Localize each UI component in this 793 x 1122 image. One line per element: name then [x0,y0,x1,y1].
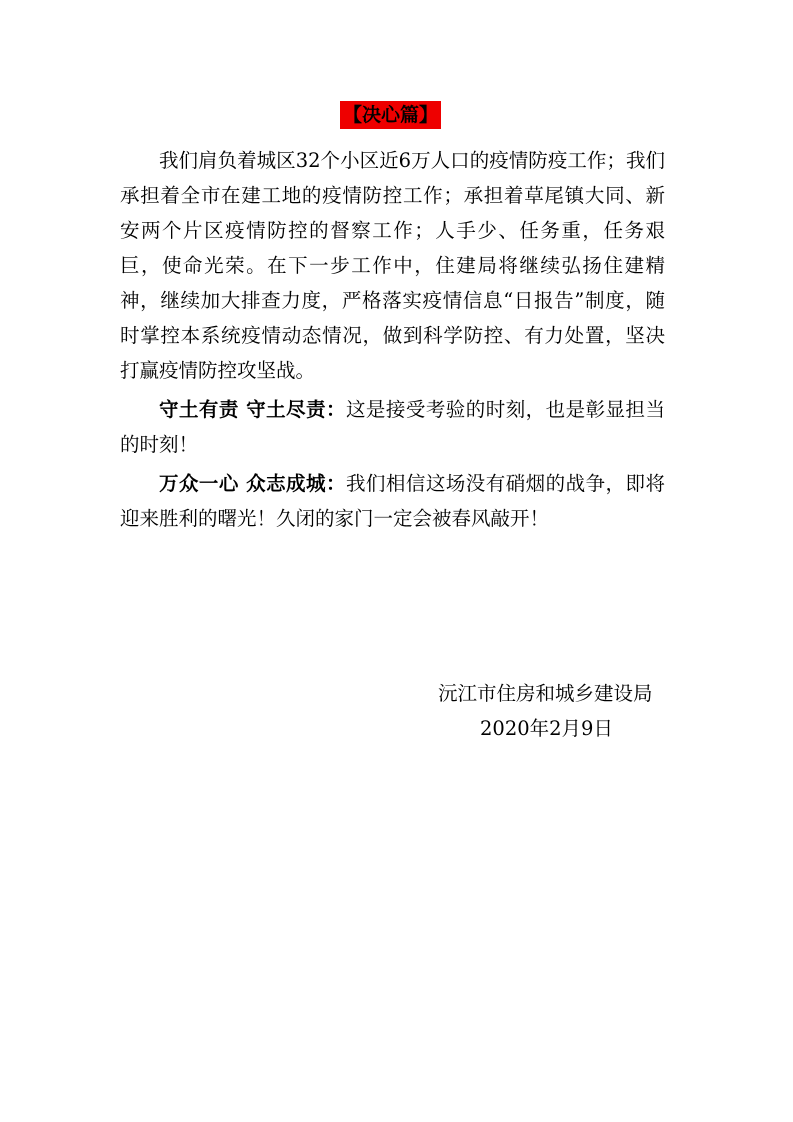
section-heading: 【决心篇】 [340,101,441,129]
signature-date: 2020年2月9日 [480,717,613,740]
signature-block [420,676,680,746]
paragraph-duty-text: 这是接受考验的时刻，也是彰显担当的时刻！ [120,398,665,456]
paragraph-unity [120,466,665,536]
signature-organization: 沅江市住房和城乡建设局 [438,682,653,705]
paragraph-commitment [120,143,665,388]
body-text [120,143,665,536]
paragraph-unity-lead: 万众一心 众志成城： [159,472,346,495]
paragraph-duty [120,392,665,462]
paragraph-duty-lead: 守土有责 守土尽责： [159,398,346,421]
paragraph-commitment-text: 我们肩负着城区32个小区近6万人口的疫情防疫工作；我们承担着全市在建工地的疫情防控工作；承担着草尾镇大同、新安两个片区疫情防控的督察工作；人手少、任务重，任务艰巨，使命光荣。在下一步工作中，住建局将继续弘扬住建精神，继续加大排查力度，严格落实疫情信息“日报告”制度，随时掌控本系统疫情动态情况，做到科学防控、有力处置，坚决打赢疫情防控攻坚战。 [120,149,665,382]
paragraph-unity-text: 我们相信这场没有硝烟的战争，即将迎来胜利的曙光！久闭的家门一定会被春风敲开！ [120,472,665,530]
